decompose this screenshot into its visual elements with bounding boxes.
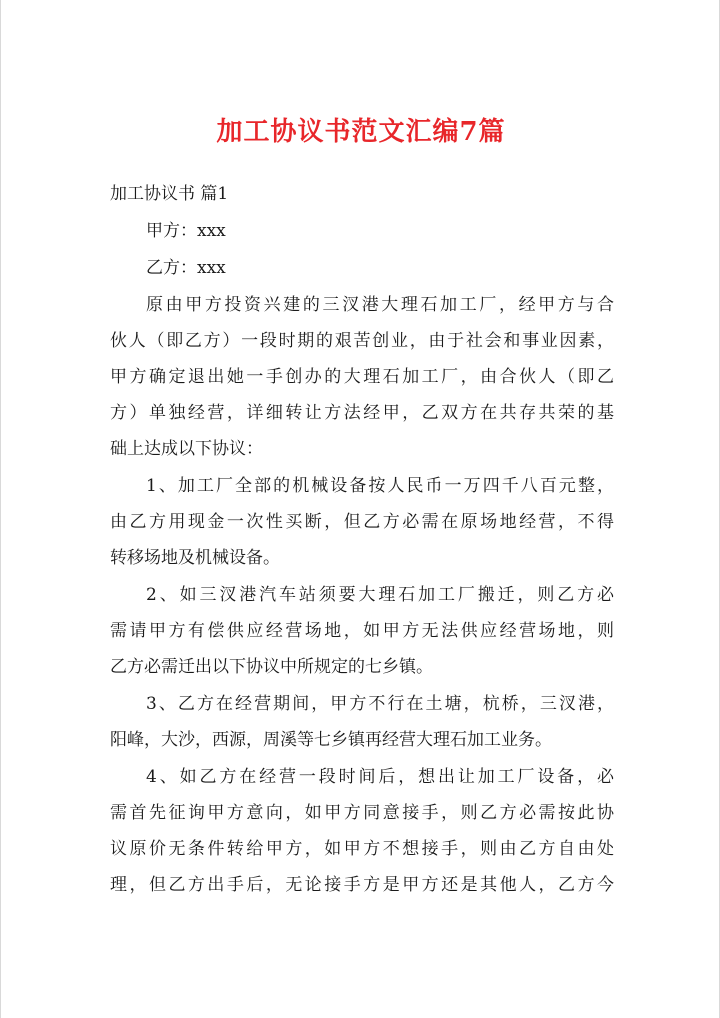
paragraph-line: 原由甲方投资兴建的三汊港大理石加工厂，经甲方与合: [146, 295, 614, 315]
document-body: [110, 176, 614, 903]
paragraph-line: 3、乙方在经营期间，甲方不行在土塘，杭桥，三汊港，: [146, 694, 614, 714]
paragraph-line: 理，但乙方出手后，无论接手方是甲方还是其他人，乙方今: [110, 875, 614, 895]
paragraph-line: 议原价无条件转给甲方，如甲方不想接手，则由乙方自由处: [110, 839, 614, 859]
paragraph-line: 阳峰，大沙，西源，周溪等七乡镇再经营大理石加工业务。: [110, 730, 552, 750]
document-title: 加工协议书范文汇编7篇: [216, 117, 506, 147]
paragraph-line: 伙人（即乙方）一段时期的艰苦创业，由于社会和事业因素，: [110, 331, 614, 351]
paragraph-line: 转移场地及机械设备。: [110, 548, 280, 568]
paragraph-line: 4、如乙方在经营一段时间后，想出让加工厂设备，必: [146, 767, 614, 787]
paragraph-line: 1、加工厂全部的机械设备按人民币一万四千八百元整，: [146, 476, 614, 496]
paragraph-line: 方）单独经营，详细转让方法经甲，乙双方在共存共荣的基: [110, 403, 614, 423]
paragraph-line: 甲方确定退出她一手创办的大理石加工厂，由合伙人（即乙: [110, 367, 614, 387]
section-heading: 加工协议书 篇1: [110, 184, 229, 204]
paragraph-line: 2、如三汊港汽车站须要大理石加工厂搬迁，则乙方必: [146, 585, 614, 605]
party-b-line: 乙方：xxx: [146, 258, 226, 278]
paragraph-line: 础上达成以下协议：: [110, 439, 263, 459]
paragraph-line: 由乙方用现金一次性买断，但乙方必需在原场地经营，不得: [110, 512, 614, 532]
paragraph-line: 需首先征询甲方意向，如甲方同意接手，则乙方必需按此协: [110, 803, 614, 823]
paragraph-line: 乙方必需迁出以下协议中所规定的七乡镇。: [110, 657, 433, 677]
paragraph-line: 需请甲方有偿供应经营场地，如甲方无法供应经营场地，则: [110, 621, 614, 641]
party-a-line: 甲方：xxx: [146, 221, 226, 241]
